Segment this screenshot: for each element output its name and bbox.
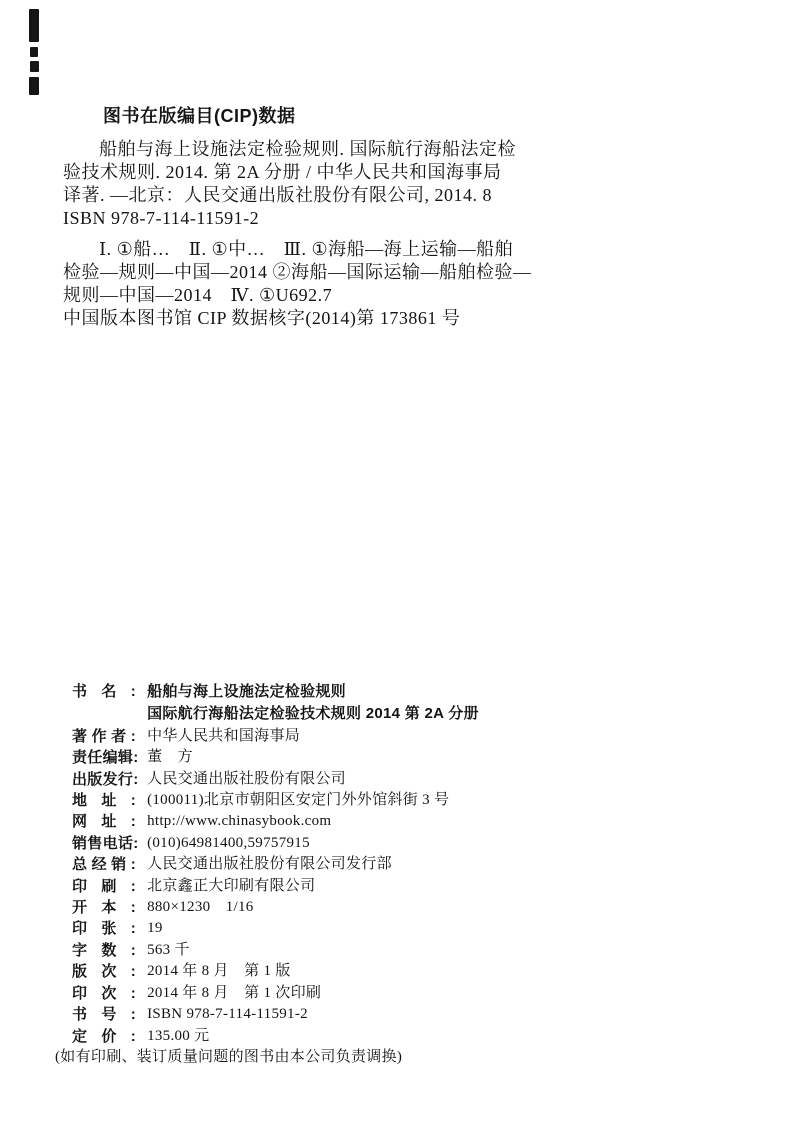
colophon-row-printer	[72, 876, 712, 897]
colophon-row-address	[72, 790, 712, 811]
field-label: 著作者:	[72, 727, 136, 745]
colophon-row-price	[72, 1026, 712, 1047]
colophon-row-edition	[72, 961, 712, 982]
field-value: 2014 年 8 月 第 1 版	[147, 963, 291, 980]
field-value: (100011)北京市朝阳区安定门外外馆斜街 3 号	[147, 792, 450, 809]
field-value: 董 方	[147, 749, 193, 766]
colophon-row-sales-phone	[72, 833, 712, 854]
colophon-section	[55, 681, 712, 1068]
field-label: 网址:	[72, 813, 136, 831]
field-value: http://www.chinasybook.com	[147, 813, 332, 830]
scan-artifact-mark	[29, 9, 39, 42]
field-value: 中华人民共和国海事局	[147, 727, 301, 744]
cip-description-line: 船舶与海上设施法定检验规则. 国际航行海船法定检	[99, 139, 516, 159]
colophon-row-author	[72, 726, 712, 747]
field-label: 书号:	[72, 1006, 136, 1024]
colophon-row-distributor	[72, 854, 712, 875]
colophon-row-website	[72, 811, 712, 832]
cip-classification-line: Ⅰ. ①船… Ⅱ. ①中… Ⅲ. ①海船—海上运输—船舶	[99, 239, 514, 259]
field-value: 135.00 元	[147, 1027, 210, 1044]
quality-exchange-note: (如有印刷、装订质量问题的图书由本公司负责调换)	[55, 1048, 403, 1065]
scan-artifact-mark	[30, 61, 39, 72]
field-label: 出版发行:	[72, 770, 139, 788]
colophon-row-title	[72, 681, 712, 703]
colophon-row-printing	[72, 983, 712, 1004]
scan-artifact-mark	[29, 77, 39, 95]
colophon-row-word-count	[72, 940, 712, 961]
colophon-row-editor	[72, 747, 712, 768]
cip-classification-line: 检验—规则—中国—2014 ②海船—国际运输—船舶检验—	[63, 262, 532, 282]
field-label: 印张:	[72, 920, 136, 938]
field-value: ISBN 978-7-114-11591-2	[147, 1006, 308, 1023]
isbn-line: ISBN 978-7-114-11591-2	[63, 208, 260, 228]
field-value: 北京鑫正大印刷有限公司	[147, 877, 316, 894]
field-value: 人民交通出版社股份有限公司	[147, 770, 346, 787]
colophon-row-book-number	[72, 1004, 712, 1025]
colophon-row-title-continued	[72, 703, 712, 725]
field-label: 印刷:	[72, 877, 136, 895]
field-label: 责任编辑:	[72, 749, 139, 767]
cip-classification	[63, 238, 573, 307]
cip-data-section	[63, 106, 573, 330]
field-value: 2014 年 8 月 第 1 次印刷	[147, 984, 322, 1001]
field-label: 地址:	[72, 792, 136, 810]
colophon-row-sheets	[72, 918, 712, 939]
cip-record-number: 中国版本图书馆 CIP 数据核字(2014)第 173861 号	[63, 308, 461, 328]
field-value: 人民交通出版社股份有限公司发行部	[147, 856, 392, 873]
field-label: 总经销:	[72, 856, 136, 874]
field-label: 销售电话:	[72, 834, 139, 852]
field-label: 定价:	[72, 1027, 136, 1045]
field-label: 书名:	[72, 683, 136, 700]
cip-description-line: 验技术规则. 2014. 第 2A 分册 / 中华人民共和国海事局	[63, 162, 502, 182]
cip-description-line: 译著. —北京：人民交通出版社股份有限公司, 2014. 8	[63, 185, 492, 205]
colophon-row-format	[72, 897, 712, 918]
field-value: 880×1230 1/16	[147, 899, 254, 916]
field-value: 国际航行海船法定检验技术规则 2014 第 2A 分册	[147, 705, 479, 723]
colophon-row-publisher	[72, 769, 712, 790]
field-value: 19	[147, 920, 163, 937]
scan-artifact-mark	[30, 47, 38, 57]
field-label: 印次:	[72, 984, 136, 1002]
cip-heading: 图书在版编目(CIP)数据	[103, 106, 296, 126]
field-label: 版次:	[72, 963, 136, 981]
field-label: 开本:	[72, 899, 136, 917]
cip-classification-line: 规则—中国—2014 Ⅳ. ①U692.7	[63, 285, 333, 305]
field-label: 字数:	[72, 941, 136, 959]
field-value: (010)64981400,59757915	[147, 834, 310, 851]
field-value: 船舶与海上设施法定检验规则	[147, 683, 346, 700]
field-value: 563 千	[147, 941, 190, 958]
